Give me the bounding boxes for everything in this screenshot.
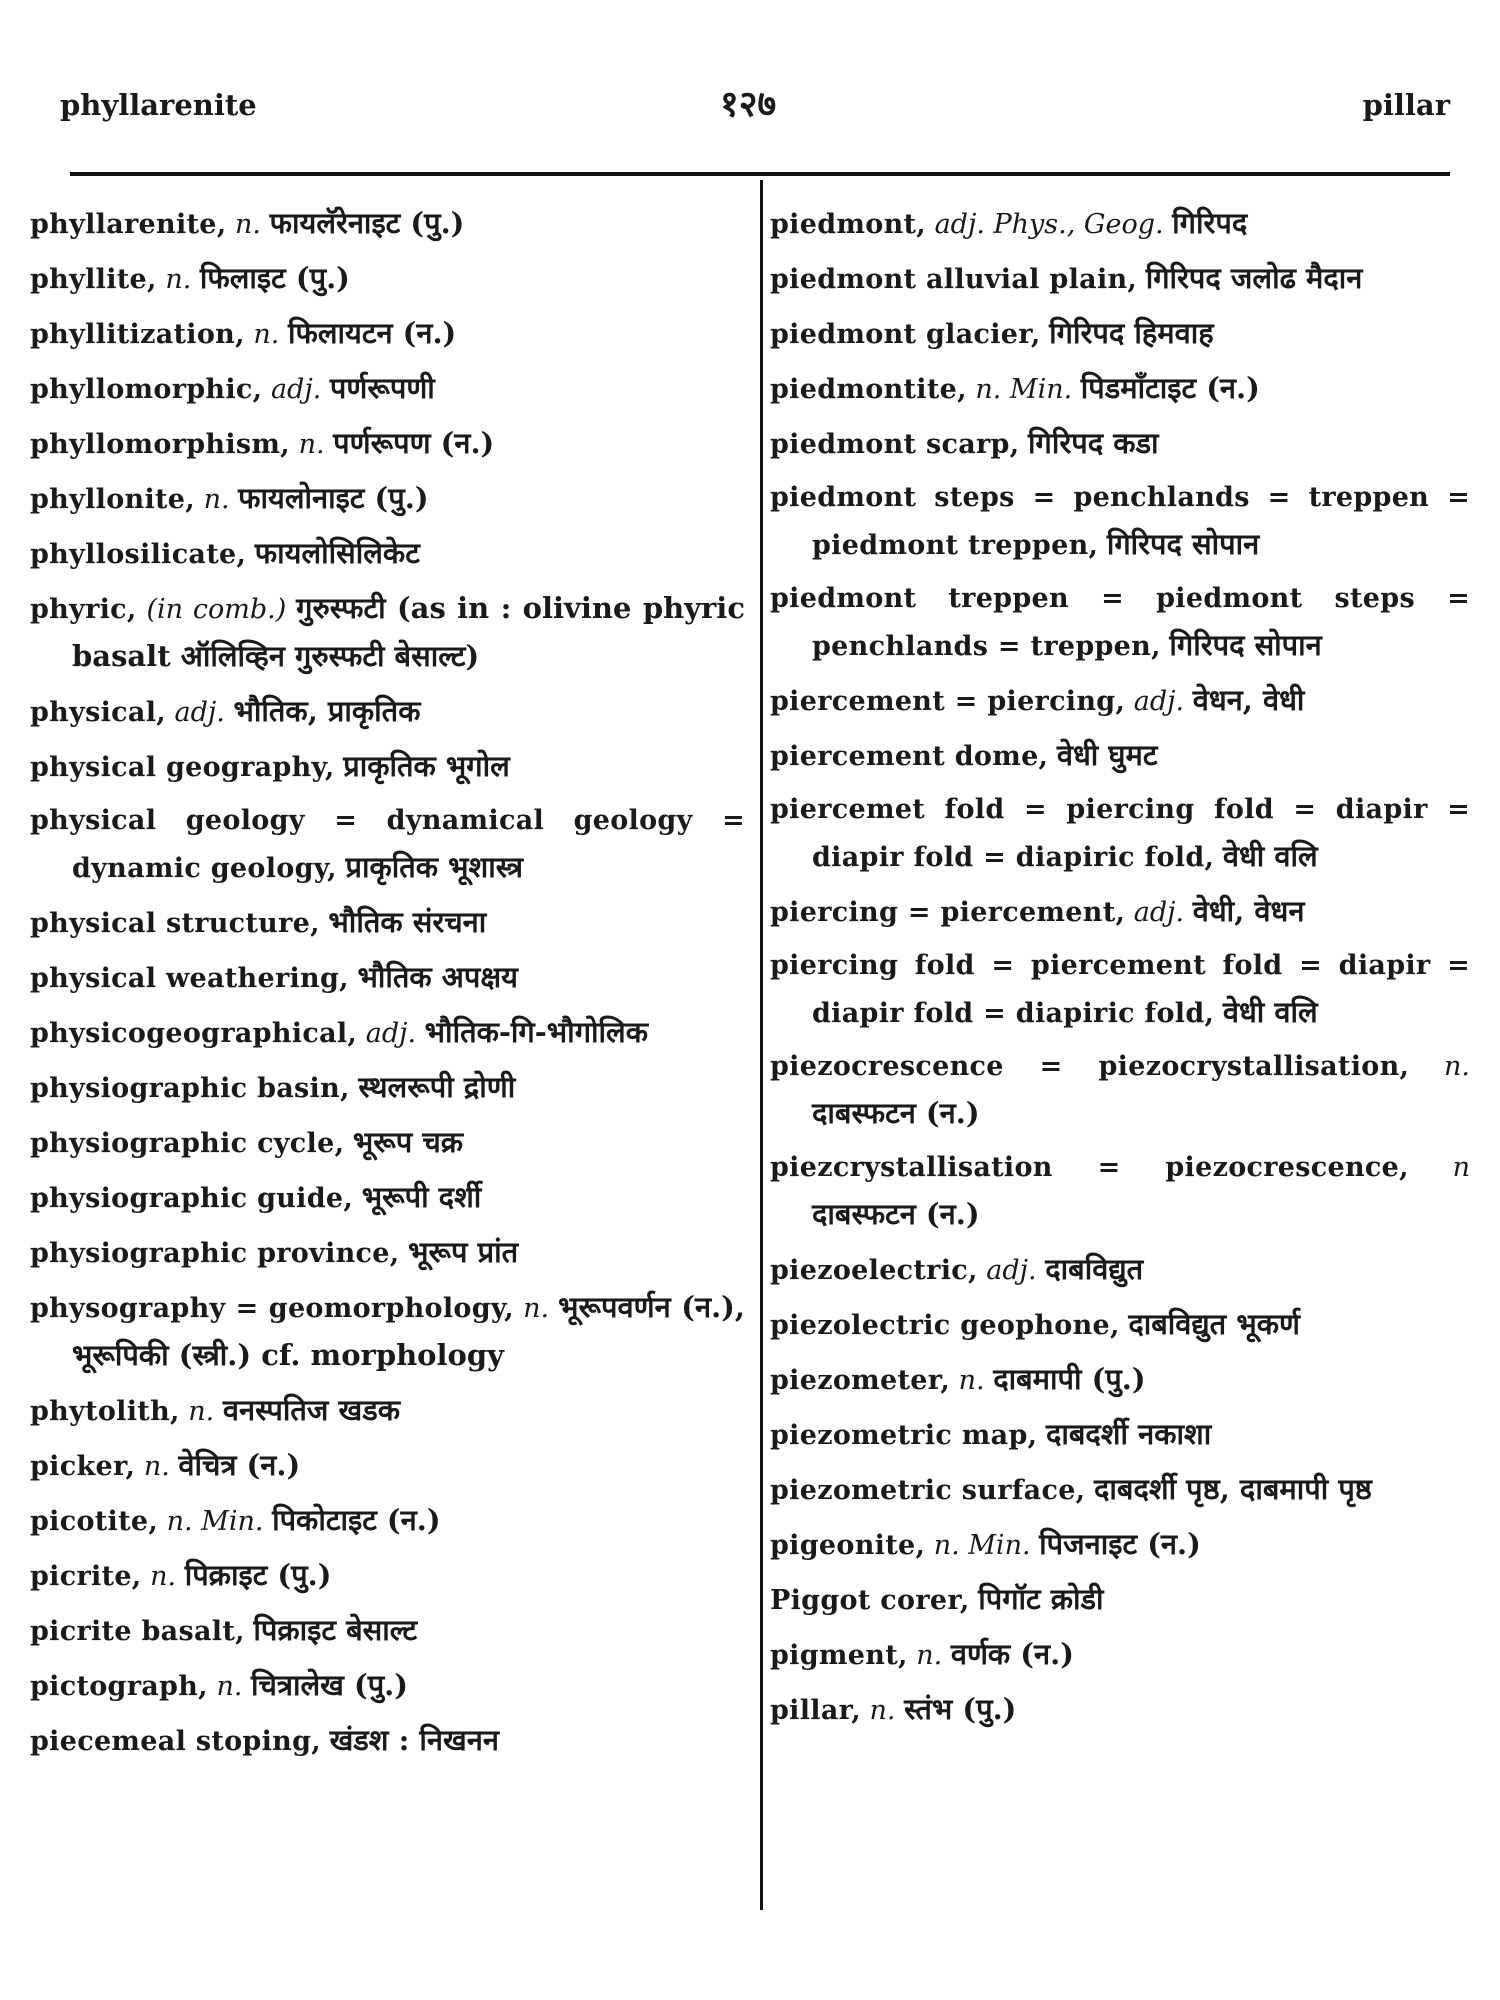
entry-translation: दाबदर्शी पृष्ठ, दाबमापी पृष्ठ: [1093, 1472, 1372, 1506]
entry-headword: piezcrystallisation = piezocrescence,: [770, 1152, 1409, 1183]
entry-translation: फायलोनाइट (पु.): [238, 481, 429, 515]
entry-headword: piezometric surface,: [770, 1475, 1086, 1506]
entry-translation: वेधन, वेधी: [1192, 683, 1305, 717]
entry-headword: phytolith,: [30, 1396, 180, 1427]
entry-translation: दाबमापी (पु.): [993, 1362, 1146, 1396]
entry-translation: फायलोसिलिकेट: [254, 536, 420, 570]
entry-grammar: n.: [188, 1396, 215, 1427]
dictionary-entry: [30, 1497, 745, 1545]
entry-translation: पिगॉट क्रोडी: [978, 1582, 1104, 1616]
entry-translation: भौतिक-गि-भौगोलिक: [424, 1015, 648, 1049]
entry-grammar: n.: [869, 1695, 896, 1726]
entry-headword: piedmontite,: [770, 374, 967, 405]
dictionary-entry: [770, 1686, 1470, 1734]
dictionary-entry: [770, 1356, 1470, 1404]
entry-headword: piedmont treppen = piedmont steps = penchlands = treppen,: [770, 583, 1470, 662]
dictionary-entry: [770, 732, 1470, 780]
entry-translation: स्थलरूपी द्रोणी: [358, 1070, 516, 1104]
entry-grammar: (in comb.): [146, 594, 287, 625]
dictionary-entry: [30, 1552, 745, 1600]
entry-headword: phyllomorphic,: [30, 374, 263, 405]
entry-translation: वेचित्र (न.): [178, 1448, 301, 1482]
entry-headword: physical,: [30, 697, 166, 728]
entry-translation: भौतिक अपक्षय: [357, 960, 518, 994]
guide-word-left: phyllarenite: [60, 88, 257, 122]
entry-translation: पिकोटाइट (न.): [272, 1503, 441, 1537]
entry-grammar: n.: [165, 264, 192, 295]
entry-headword: phyric,: [30, 594, 137, 625]
dictionary-entry: [770, 787, 1470, 881]
entry-grammar: n.: [298, 429, 325, 460]
dictionary-entry: [30, 1119, 745, 1167]
entry-translation: दाबविद्युत भूकर्ण: [1128, 1307, 1300, 1341]
entry-grammar: n.: [916, 1640, 943, 1671]
dictionary-entry: [770, 1145, 1470, 1239]
entry-headword: phyllosilicate,: [30, 539, 247, 570]
entry-grammar: n.: [143, 1451, 170, 1482]
entry-headword: piedmont scarp,: [770, 429, 1020, 460]
entry-translation: वेधी घुमट: [1056, 738, 1158, 772]
entry-grammar: adj.: [1133, 686, 1185, 717]
dictionary-entry: [770, 1631, 1470, 1679]
dictionary-entry: [30, 475, 745, 523]
entry-translation: दाबस्फटन (न.): [812, 1197, 980, 1231]
dictionary-entry: [770, 200, 1470, 248]
entry-translation: गिरिपद सोपान: [1169, 628, 1322, 662]
dictionary-entry: [30, 200, 745, 248]
entry-translation: पिजनाइट (न.): [1039, 1527, 1201, 1561]
entry-headword: pigment,: [770, 1640, 908, 1671]
entry-translation: खंडश : निखनन: [329, 1723, 499, 1757]
entry-translation: वर्णक (न.): [950, 1637, 1074, 1671]
entry-translation: चित्रालेख (पु.): [251, 1668, 408, 1702]
entry-headword: piezolectric geophone,: [770, 1310, 1120, 1341]
dictionary-entry: [30, 585, 745, 681]
entry-translation: भूरूपवर्णन (न.), भूरूपिकी (स्त्री.) cf. morphology: [72, 1290, 746, 1372]
entry-headword: piedmont alluvial plain,: [770, 264, 1138, 295]
column-divider: [760, 180, 763, 1910]
entry-headword: piedmont steps = penchlands = treppen = piedmont treppen,: [770, 482, 1470, 561]
entry-translation: गिरिपद: [1172, 206, 1248, 240]
dictionary-entry: [30, 954, 745, 1002]
dictionary-entry: [770, 255, 1470, 303]
entry-translation: वेधी, वेधन: [1192, 894, 1305, 928]
entry-headword: physical weathering,: [30, 963, 349, 994]
entry-headword: piercement dome,: [770, 741, 1049, 772]
entry-translation: गिरिपद जलोढ मैदान: [1145, 261, 1363, 295]
entry-translation: भूरूप प्रांत: [408, 1235, 519, 1269]
dictionary-entry: [770, 943, 1470, 1037]
dictionary-entry: [770, 1246, 1470, 1294]
entry-translation: दाबस्फटन (न.): [812, 1096, 980, 1130]
entry-translation: वेधी वलि: [1222, 839, 1318, 873]
entry-headword: Piggot corer,: [770, 1585, 970, 1616]
entry-grammar: adj. Phys., Geog.: [934, 209, 1164, 240]
entry-headword: picrite basalt,: [30, 1616, 245, 1647]
dictionary-entry: [770, 1466, 1470, 1514]
entry-translation: पर्णरूपण (न.): [333, 426, 495, 460]
entry-headword: phyllitization,: [30, 319, 245, 350]
dictionary-entry: [30, 1064, 745, 1112]
dictionary-entry: [770, 420, 1470, 468]
dictionary-entry: [30, 1229, 745, 1277]
entry-headword: piezoelectric,: [770, 1255, 978, 1286]
entry-translation: प्राकृतिक भूगोल: [343, 749, 510, 783]
entry-headword: piedmont,: [770, 209, 926, 240]
entry-translation: भूरूप चक्र: [352, 1125, 464, 1159]
dictionary-entry: [30, 1442, 745, 1490]
dictionary-entry: [770, 1521, 1470, 1569]
entry-headword: physical geology = dynamical geology = dynamic geology,: [30, 805, 745, 884]
entry-headword: phyllomorphism,: [30, 429, 290, 460]
entry-grammar: n: [1452, 1152, 1470, 1183]
page-number: १२७: [720, 83, 777, 125]
dictionary-entry: [770, 1576, 1470, 1624]
entry-translation: पिक्राइट (पु.): [184, 1558, 332, 1592]
entry-headword: piercement = piercing,: [770, 686, 1126, 717]
entry-headword: piezometer,: [770, 1365, 951, 1396]
entry-headword: pictograph,: [30, 1671, 208, 1702]
entry-headword: piezocrescence = piezocrystallisation,: [770, 1051, 1410, 1082]
entry-translation: भौतिक संरचना: [328, 905, 487, 939]
entry-translation: फिलायटन (न.): [287, 316, 457, 350]
dictionary-entry: [30, 798, 745, 892]
entry-grammar: n.: [958, 1365, 985, 1396]
dictionary-entry: [770, 1301, 1470, 1349]
entry-headword: piercemet fold = piercing fold = diapir = diapir fold = diapiric fold,: [770, 794, 1470, 873]
dictionary-entry: [770, 1411, 1470, 1459]
entry-translation: दाबविद्युत: [1045, 1252, 1144, 1286]
entry-headword: physicogeographical,: [30, 1018, 358, 1049]
entry-grammar: n.: [1444, 1051, 1470, 1082]
entry-translation: गिरिपद सोपान: [1106, 527, 1260, 561]
guide-word-right: pillar: [1362, 88, 1450, 122]
dictionary-entry: [30, 530, 745, 578]
entry-grammar: n.: [523, 1293, 550, 1324]
dictionary-entry: [30, 420, 745, 468]
entry-translation: दाबदर्शी नकाशा: [1045, 1417, 1212, 1451]
entry-headword: piercing = piercement,: [770, 897, 1126, 928]
entry-grammar: n. Min.: [166, 1506, 264, 1537]
entry-headword: physical structure,: [30, 908, 320, 939]
entry-headword: physiographic basin,: [30, 1073, 350, 1104]
entry-grammar: n. Min.: [933, 1530, 1031, 1561]
entry-headword: piercing fold = piercement fold = diapir = diapir fold = diapiric fold,: [770, 950, 1470, 1029]
entry-translation: पिडमाँटाइट (न.): [1080, 371, 1260, 405]
dictionary-entry: [30, 743, 745, 791]
dictionary-entry: [30, 1284, 745, 1380]
dictionary-entry: [30, 688, 745, 736]
dictionary-entry: [30, 1387, 745, 1435]
dictionary-entry: [30, 365, 745, 413]
running-head: [60, 78, 1450, 128]
entry-translation: वनस्पतिज खडक: [222, 1393, 401, 1427]
entry-translation: गिरिपद कडा: [1028, 426, 1159, 460]
entry-translation: भूरूपी दर्शी: [361, 1180, 482, 1214]
dictionary-entry: [30, 255, 745, 303]
dictionary-entry: [770, 888, 1470, 936]
entry-headword: physography = geomorphology,: [30, 1293, 515, 1324]
dictionary-entry: [770, 310, 1470, 358]
entry-headword: pigeonite,: [770, 1530, 926, 1561]
entry-headword: physical geography,: [30, 752, 335, 783]
dictionary-entry: [30, 899, 745, 947]
entry-grammar: adj.: [1133, 897, 1185, 928]
right-column: [770, 200, 1470, 1741]
dictionary-entry: [770, 475, 1470, 569]
entry-headword: piedmont glacier,: [770, 319, 1041, 350]
entry-grammar: adj.: [174, 697, 225, 728]
dictionary-entry: [30, 1009, 745, 1057]
entry-grammar: n. Min.: [975, 374, 1073, 405]
dictionary-entry: [770, 1044, 1470, 1138]
dictionary-entry: [30, 1607, 745, 1655]
entry-headword: picker,: [30, 1451, 136, 1482]
entry-headword: piezometric map,: [770, 1420, 1038, 1451]
entry-translation: पर्णरूपणी: [329, 371, 435, 405]
entry-headword: picrite,: [30, 1561, 142, 1592]
entry-translation: फायलॅरेनाइट (पु.): [269, 206, 465, 240]
dictionary-entry: [770, 576, 1470, 670]
entry-grammar: adj.: [270, 374, 322, 405]
entry-grammar: n.: [203, 484, 230, 515]
left-column: [30, 200, 745, 1772]
entry-grammar: adj.: [365, 1018, 417, 1049]
dictionary-entry: [30, 1174, 745, 1222]
entry-translation: वेधी वलि: [1222, 995, 1318, 1029]
dictionary-entry: [30, 1662, 745, 1710]
entry-grammar: adj.: [986, 1255, 1037, 1286]
entry-translation: फिलाइट (पु.): [199, 261, 350, 295]
header-rule: [70, 172, 1450, 176]
entry-headword: piecemeal stoping,: [30, 1726, 321, 1757]
entry-headword: phyllonite,: [30, 484, 195, 515]
entry-grammar: n.: [216, 1671, 243, 1702]
entry-grammar: n.: [150, 1561, 177, 1592]
entry-headword: pillar,: [770, 1695, 861, 1726]
dictionary-entry: [770, 365, 1470, 413]
dictionary-entry: [30, 1717, 745, 1765]
entry-translation: स्तंभ (पु.): [904, 1692, 1017, 1726]
entry-grammar: n.: [253, 319, 280, 350]
dictionary-entry: [30, 310, 745, 358]
entry-headword: physiographic guide,: [30, 1183, 354, 1214]
entry-headword: phyllarenite,: [30, 209, 227, 240]
entry-translation: गुरुस्फटी (as in : olivine phyric basalt ऑलिव्हिन गुरुस्फटी बेसाल्ट): [72, 591, 745, 673]
entry-headword: phyllite,: [30, 264, 157, 295]
entry-translation: भौतिक, प्राकृतिक: [233, 694, 421, 728]
dictionary-entry: [770, 677, 1470, 725]
entry-translation: पिक्राइट बेसाल्ट: [253, 1613, 418, 1647]
entry-headword: picotite,: [30, 1506, 159, 1537]
entry-translation: प्राकृतिक भूशास्त्र: [345, 850, 524, 884]
entry-headword: physiographic province,: [30, 1238, 400, 1269]
entry-headword: physiographic cycle,: [30, 1128, 345, 1159]
entry-translation: गिरिपद हिमवाह: [1049, 316, 1214, 350]
entry-grammar: n.: [235, 209, 262, 240]
